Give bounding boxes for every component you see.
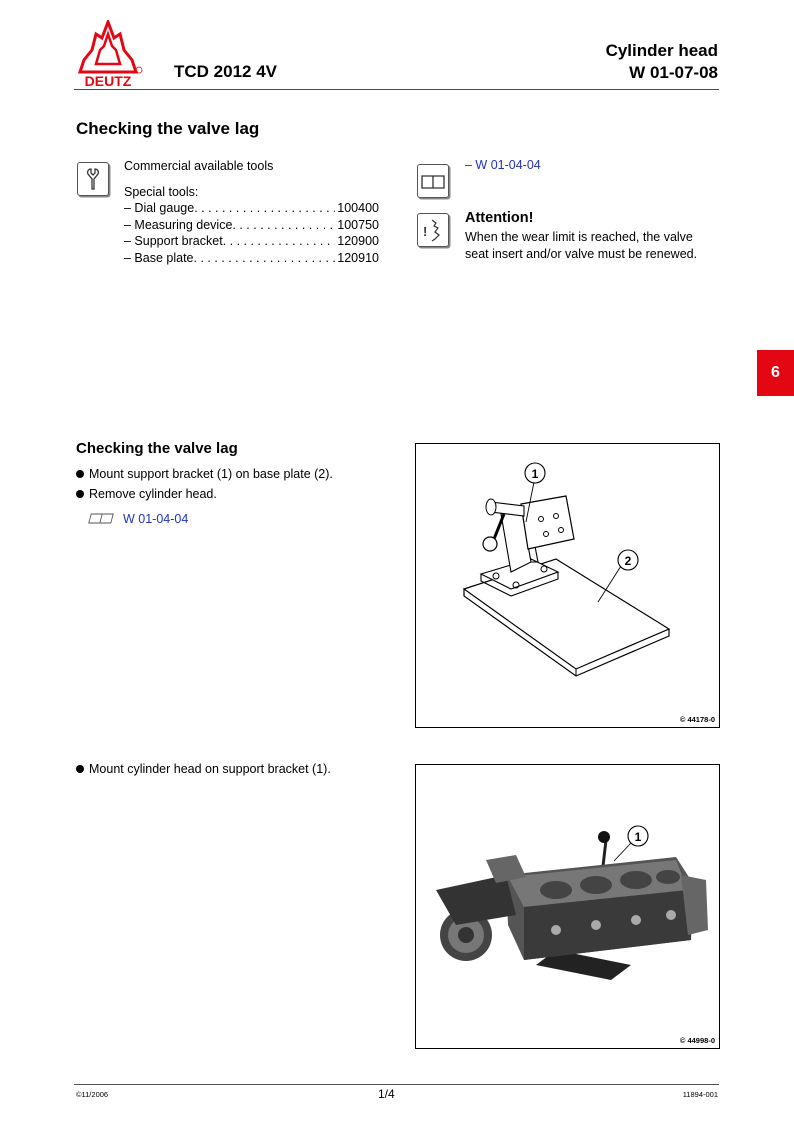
model-name: TCD 2012 4V [174, 62, 277, 81]
attention-title: Attention! [465, 210, 534, 226]
figure-support-bracket [415, 443, 720, 728]
tool-label: – Base plate [124, 250, 194, 265]
commercial-tools: Commercial available tools [124, 159, 274, 173]
attention-icon [417, 213, 449, 247]
book-icon [417, 164, 449, 198]
step-item [76, 762, 331, 776]
bullet [76, 765, 84, 773]
header-right [606, 40, 718, 84]
header-rule [74, 89, 719, 90]
step-reference-link[interactable]: W 01-04-04 [123, 512, 189, 526]
figure-cylinder-head [415, 764, 720, 1049]
tool-row [124, 233, 379, 250]
reference-link[interactable]: – W 01-04-04 [465, 158, 541, 172]
callout-1: 1 [531, 467, 539, 481]
step-text: Mount cylinder head on support bracket (1). [89, 762, 331, 776]
tool-row [124, 200, 379, 217]
callout-1: 1 [634, 830, 642, 844]
figure-code: © 44178-0 [679, 715, 715, 724]
footer-rule [74, 1084, 719, 1085]
tools-list [124, 158, 379, 266]
step-text: Remove cylinder head. [89, 487, 217, 501]
callout-2: 2 [624, 554, 632, 568]
special-tools-heading: Special tools: [124, 184, 199, 199]
subsection-title: Checking the valve lag [76, 440, 238, 457]
figure-code: © 44998-0 [679, 1036, 715, 1045]
tool-number: 100400 [337, 201, 379, 215]
svg-text:!: ! [423, 224, 428, 239]
step-item [76, 487, 217, 501]
step-item [76, 467, 333, 481]
tool-label: – Support bracket [124, 234, 223, 248]
attention-line: When the wear limit is reached, the valve [465, 230, 693, 244]
book-small-icon [88, 511, 118, 530]
tool-number: 120910 [337, 250, 379, 265]
step-text: Mount support bracket (1) on base plate (2). [89, 467, 333, 481]
tool-row [124, 217, 379, 234]
attention-text [465, 229, 735, 262]
footer-date: ©11/2006 [76, 1090, 109, 1099]
page-number: 1/4 [378, 1087, 395, 1101]
deutz-logo [72, 20, 144, 90]
tool-label: – Measuring device [124, 217, 233, 232]
attention-line: seat insert and/or valve must be renewed. [465, 246, 698, 261]
tool-label: – Dial gauge [124, 201, 195, 215]
tool-row [124, 250, 379, 267]
bullet [76, 490, 84, 498]
chapter-tab: 6 [757, 350, 794, 396]
footer-doc-number: 11894-001 [682, 1090, 718, 1099]
bullet [76, 470, 84, 478]
wrench-icon [77, 162, 109, 196]
tool-number: 120900 [337, 234, 379, 248]
logo-text: DEUTZ [84, 73, 132, 89]
page-title: Checking the valve lag [76, 119, 260, 138]
tool-number: 100750 [337, 217, 379, 232]
section-title: Cylinder head [605, 41, 718, 60]
document-code: W 01-07-08 [629, 63, 718, 82]
